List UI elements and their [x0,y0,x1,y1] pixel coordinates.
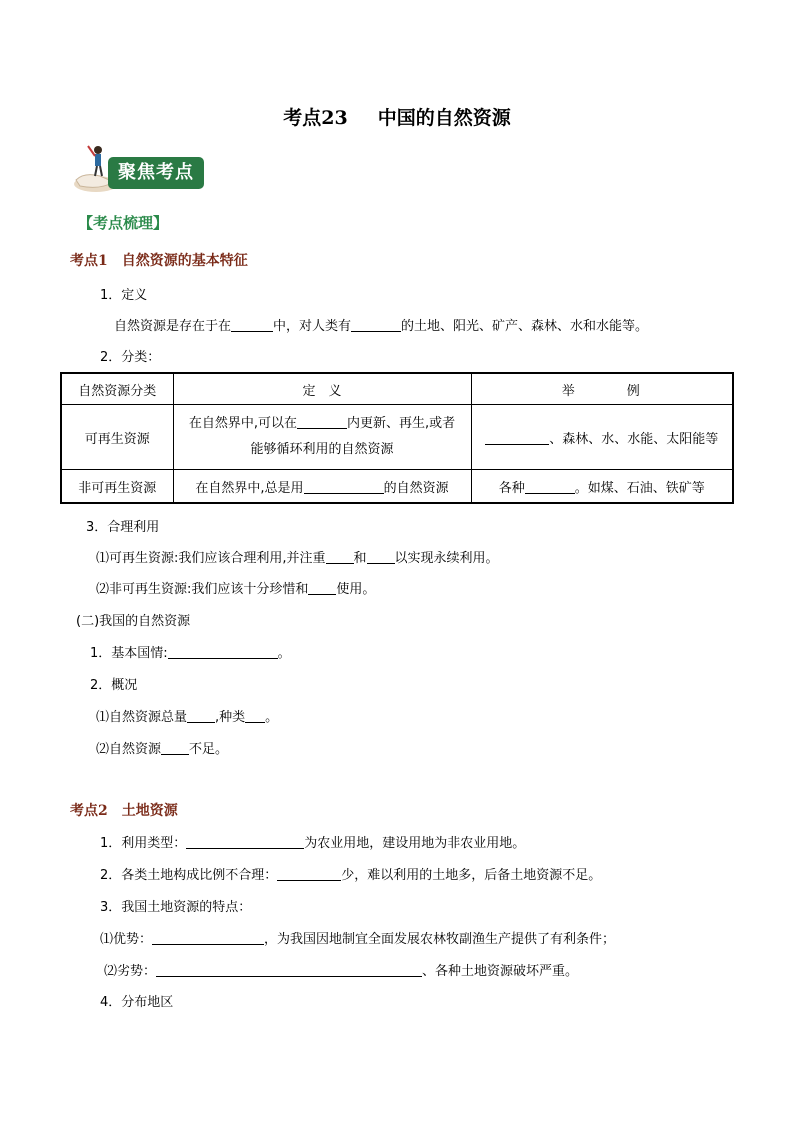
table-cell [471,470,733,504]
blank [156,962,422,977]
focus-badge [70,142,205,194]
overview-text: 不足。 [189,742,229,757]
blank [161,740,189,755]
cell-text: 的自然资源 [383,480,449,496]
land-text: 1．利用类型： [100,836,187,851]
cell-text: 。如煤、石油、铁矿等 [574,480,705,496]
cell-text: 、森林、水、水能、太阳能等 [549,431,719,447]
title-number: 考点23 [283,107,348,129]
blank [231,317,273,332]
land-text: ⑵劣势： [104,964,157,979]
blank [168,644,278,659]
rational-use-line-2 [96,578,375,597]
kp2-heading [70,800,178,820]
table-cell [173,470,471,504]
blank [308,580,336,595]
basic-national-condition [90,642,291,661]
land-advantage [100,928,615,947]
blank [525,479,575,494]
land-text: ，为我国因地制宜全面发展农林牧副渔生产提供了有利条件； [264,932,616,947]
use-text: ⑵非可再生资源:我们应该十分珍惜和 [96,582,309,597]
cell-text: 各种 [498,480,525,496]
overview-heading: 2．概况 [90,678,138,693]
kp1-title: 自然资源的基本特征 [121,253,248,269]
table-header-cell: 自然资源分类 [61,373,173,405]
land-features-heading: 3．我国土地资源的特点： [100,900,252,915]
table-cell: 非可再生资源 [61,470,173,504]
table-header-cell [471,373,733,405]
land-text: ⑴优势： [100,932,153,947]
header-example-a: 举 [561,383,577,399]
use-text: ⑴可再生资源:我们应该合理利用,并注重 [96,551,326,566]
table-cell: 可再生资源 [61,405,173,470]
overview-text: ⑴自然资源总量 [96,710,188,725]
kp1-number: 考点1 [70,253,108,269]
blank [187,708,215,723]
cell-text: 在自然界中,总是用 [195,480,304,496]
cell-text: 能够循环利用的自然资源 [250,442,394,457]
table-row [61,405,733,470]
blank [186,834,304,849]
badge-label: 聚焦考点 [108,157,204,189]
blank [326,549,354,564]
overview-line-2 [96,738,228,757]
land-disadvantage [104,960,578,979]
land-text: 、各种土地资源破坏严重。 [422,964,579,979]
land-use-types [100,832,525,851]
table-cell [471,405,733,470]
blank [152,930,264,945]
condition-text: 1．基本国情: [90,646,168,661]
blank [277,866,341,881]
definition-line [114,315,648,334]
overview-text: ,种类 [215,710,246,725]
rational-use-heading: 3．合理利用 [86,520,160,535]
kp2-title: 土地资源 [121,803,178,819]
table-cell [173,405,471,470]
classification-heading: 2．分类： [100,350,161,365]
definition-text-a: 自然资源是存在于在 [114,319,232,334]
definition-text-c: 的土地、阳光、矿产、森林、水和水能等。 [401,319,649,334]
definition-heading: 1．定义 [100,288,148,303]
kp2-number: 考点2 [70,803,108,819]
land-composition [100,864,601,883]
use-text: 使用。 [336,582,376,597]
blank [304,479,384,494]
header-example-b: 例 [626,383,642,399]
use-text: 以实现永续利用。 [394,551,499,566]
blank [367,549,395,564]
table-header-row [61,373,733,405]
land-text: 2．各类土地构成比例不合理： [100,868,278,883]
distribution-heading: 4．分布地区 [100,995,174,1010]
blank [245,708,265,723]
blank [485,430,549,445]
table-header-cell: 定 义 [173,373,471,405]
land-text: 为农业用地，建设用地为非农业用地。 [304,836,526,851]
use-text: 和 [353,551,367,566]
blank [351,317,401,332]
condition-text: 。 [277,646,291,661]
page-title [0,103,794,130]
kp1-heading [70,250,248,270]
cell-text: 内更新、再生,或者 [347,416,456,431]
rational-use-line-1 [96,547,499,566]
overview-text: 。 [265,710,279,725]
table-row [61,470,733,504]
land-text: 少，难以利用的土地多，后备土地资源不足。 [341,868,602,883]
section-heading: 【考点梳理】 [78,214,169,232]
definition-text-b: 中，对人类有 [273,319,352,334]
overview-text: ⑵自然资源 [96,742,162,757]
resource-classification-table [60,372,734,504]
china-resources-heading: (二)我国的自然资源 [76,614,191,629]
blank [297,414,347,429]
cell-text: 在自然界中,可以在 [188,416,297,431]
overview-line-1 [96,706,278,725]
title-text: 中国的自然资源 [377,107,511,129]
